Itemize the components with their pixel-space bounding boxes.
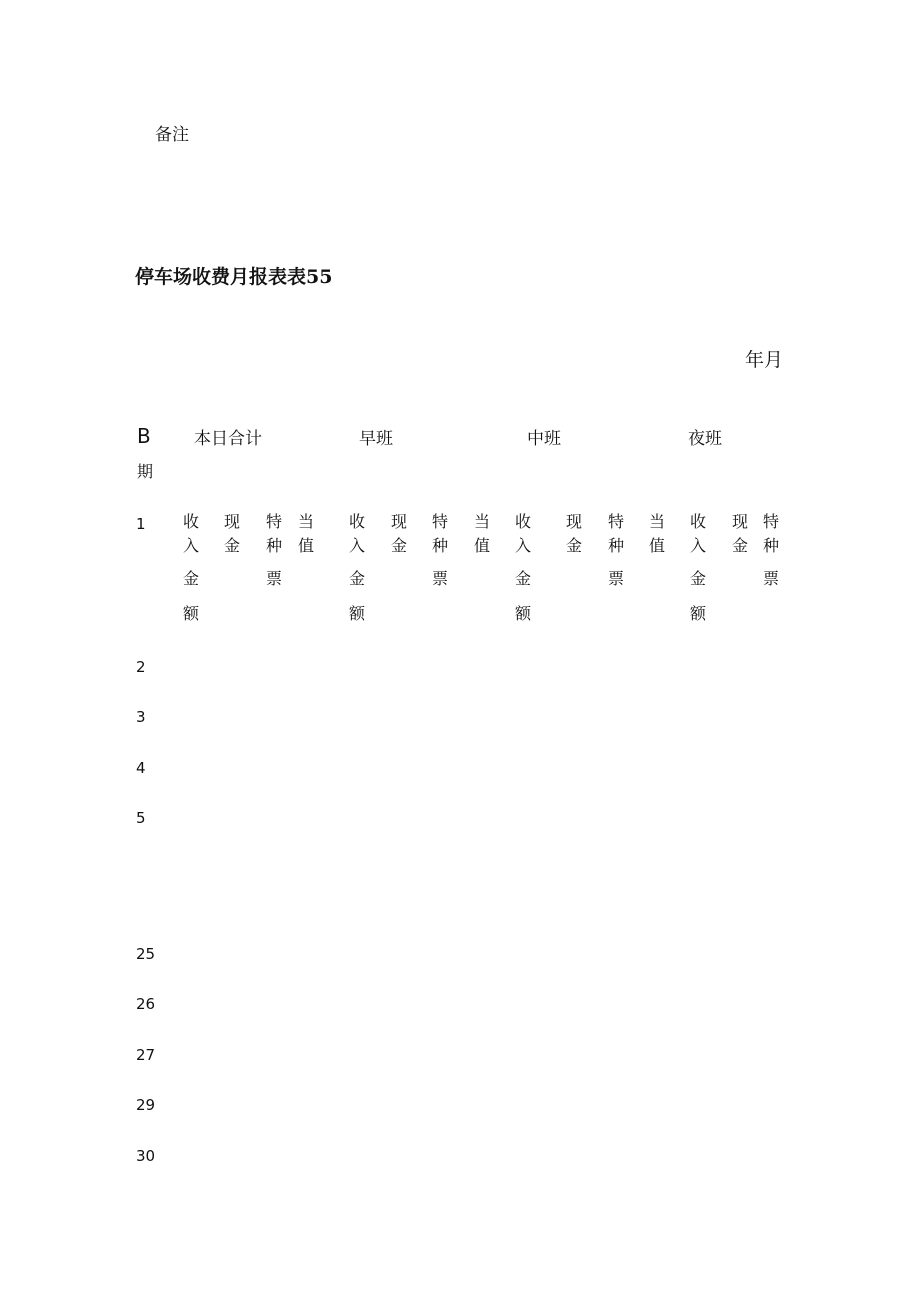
column-header-char: 额: [183, 604, 200, 623]
date-header-top: B: [137, 424, 151, 448]
row-number: 5: [136, 809, 146, 827]
column-header-char: 收: [349, 512, 366, 531]
column-header-char: 现: [566, 512, 583, 531]
column-header-char: 金: [183, 569, 200, 588]
column-header-char: 票: [608, 569, 625, 588]
column-header-char: 收: [690, 512, 707, 531]
row-number: 30: [136, 1147, 156, 1165]
column-header-char: 值: [298, 536, 315, 555]
column-header-char: 金: [224, 536, 241, 555]
column-header-char: 金: [732, 536, 749, 555]
column-header-char: 入: [349, 536, 366, 555]
column-header-char: 金: [566, 536, 583, 555]
row-number: 4: [136, 759, 146, 777]
column-header-char: 金: [391, 536, 408, 555]
row-number: 1: [136, 515, 146, 533]
column-header-char: 入: [183, 536, 200, 555]
row-number: 29: [136, 1096, 156, 1114]
column-header-char: 入: [515, 536, 532, 555]
page-title: 停车场收费月报表表55: [135, 266, 333, 288]
column-header-char: 种: [432, 536, 449, 555]
column-header-char: 额: [515, 604, 532, 623]
date-header-bottom: 期: [137, 462, 154, 481]
column-header-char: 特: [432, 512, 449, 531]
column-header-char: 值: [649, 536, 666, 555]
column-header-char: 值: [474, 536, 491, 555]
column-header-char: 入: [690, 536, 707, 555]
column-header-char: 额: [349, 604, 366, 623]
row-number: 2: [136, 658, 146, 676]
column-header-char: 特: [608, 512, 625, 531]
column-header-char: 现: [732, 512, 749, 531]
column-header-char: 金: [349, 569, 366, 588]
note-label: 备注: [155, 125, 189, 145]
group-header-morning-shift: 早班: [359, 429, 393, 449]
column-header-char: 种: [608, 536, 625, 555]
column-header-char: 特: [266, 512, 283, 531]
column-header-char: 现: [224, 512, 241, 531]
column-header-char: 当: [649, 512, 666, 531]
row-number: 26: [136, 995, 156, 1013]
column-header-char: 票: [763, 569, 780, 588]
column-header-char: 收: [515, 512, 532, 531]
column-header-char: 额: [690, 604, 707, 623]
column-header-char: 种: [763, 536, 780, 555]
column-header-char: 票: [432, 569, 449, 588]
group-header-middle-shift: 中班: [527, 429, 561, 449]
row-number: 25: [136, 945, 156, 963]
column-header-char: 特: [763, 512, 780, 531]
group-header-daily-total: 本日合计: [194, 429, 262, 449]
column-header-char: 金: [690, 569, 707, 588]
row-number: 27: [136, 1046, 156, 1064]
group-header-night-shift: 夜班: [688, 429, 722, 449]
column-header-char: 种: [266, 536, 283, 555]
column-header-char: 现: [391, 512, 408, 531]
column-header-char: 收: [183, 512, 200, 531]
column-header-char: 票: [266, 569, 283, 588]
row-number: 3: [136, 708, 146, 726]
year-month-label: 年月: [745, 349, 784, 371]
column-header-char: 金: [515, 569, 532, 588]
column-header-char: 当: [298, 512, 315, 531]
column-header-char: 当: [474, 512, 491, 531]
